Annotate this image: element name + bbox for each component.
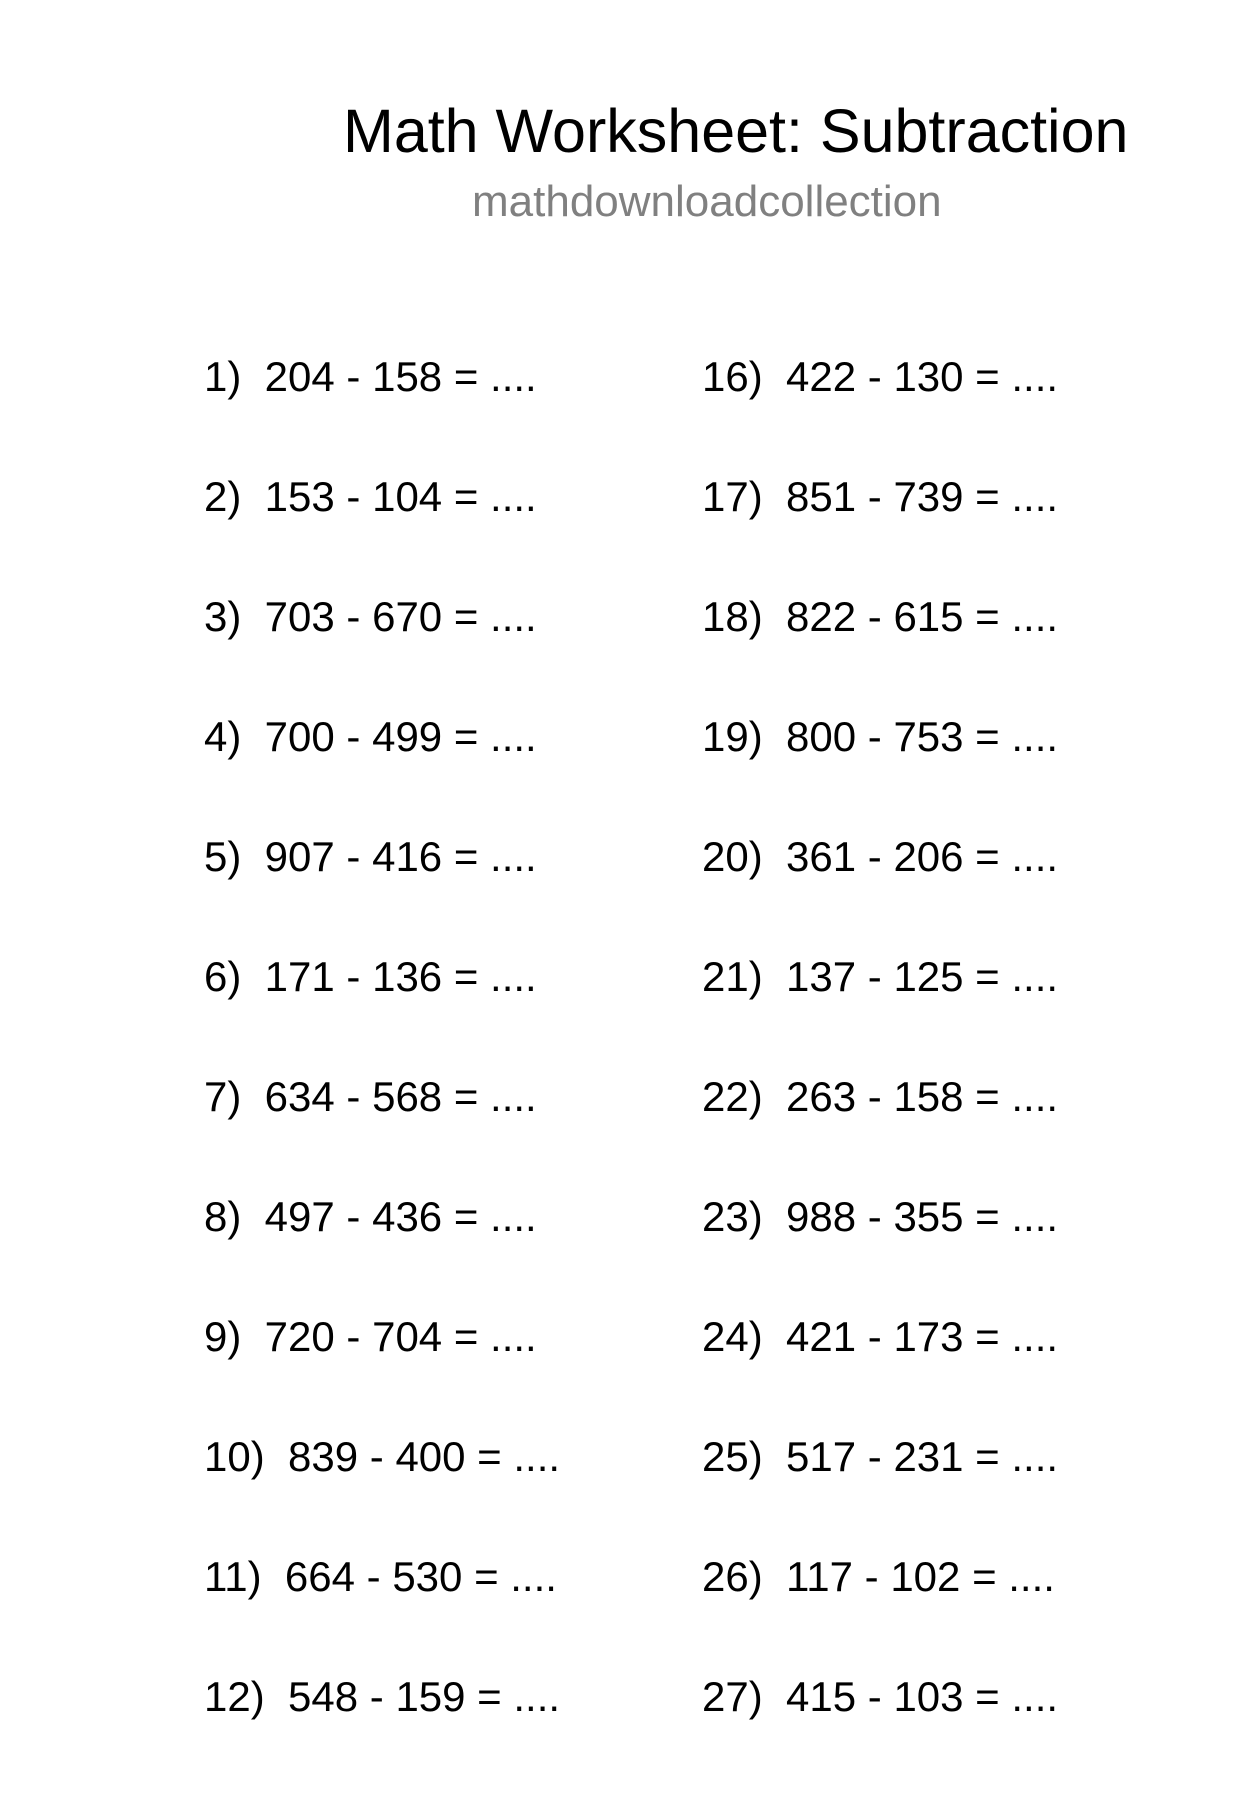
- page-title: Math Worksheet: Subtraction: [343, 97, 1129, 165]
- page-subtitle: mathdownloadcollection: [472, 177, 942, 226]
- problem-3: 3) 703 - 670 = ....: [204, 593, 537, 640]
- problem-11: 11) 664 - 530 = ....: [204, 1553, 557, 1600]
- problem-27: 27) 415 - 103 = ....: [702, 1673, 1059, 1720]
- problem-6: 6) 171 - 136 = ....: [204, 953, 537, 1000]
- problem-19: 19) 800 - 753 = ....: [702, 713, 1059, 760]
- problem-22: 22) 263 - 158 = ....: [702, 1073, 1059, 1120]
- problem-column-right: [702, 353, 1182, 1796]
- problem-26: 26) 117 - 102 = ....: [702, 1553, 1055, 1600]
- problem-10: 10) 839 - 400 = ....: [204, 1433, 561, 1480]
- problem-1: 1) 204 - 158 = ....: [204, 353, 537, 400]
- problem-25: 25) 517 - 231 = ....: [702, 1433, 1059, 1480]
- problem-4: 4) 700 - 499 = ....: [204, 713, 537, 760]
- problem-9: 9) 720 - 704 = ....: [204, 1313, 537, 1360]
- problem-21: 21) 137 - 125 = ....: [702, 953, 1059, 1000]
- problem-23: 23) 988 - 355 = ....: [702, 1193, 1059, 1240]
- problem-column-left: [204, 353, 684, 1796]
- problem-7: 7) 634 - 568 = ....: [204, 1073, 537, 1120]
- problem-16: 16) 422 - 130 = ....: [702, 353, 1059, 400]
- problem-24: 24) 421 - 173 = ....: [702, 1313, 1059, 1360]
- problem-12: 12) 548 - 159 = ....: [204, 1673, 561, 1720]
- problem-2: 2) 153 - 104 = ....: [204, 473, 537, 520]
- problem-18: 18) 822 - 615 = ....: [702, 593, 1059, 640]
- problem-17: 17) 851 - 739 = ....: [702, 473, 1059, 520]
- problem-20: 20) 361 - 206 = ....: [702, 833, 1059, 880]
- problem-5: 5) 907 - 416 = ....: [204, 833, 537, 880]
- problem-8: 8) 497 - 436 = ....: [204, 1193, 537, 1240]
